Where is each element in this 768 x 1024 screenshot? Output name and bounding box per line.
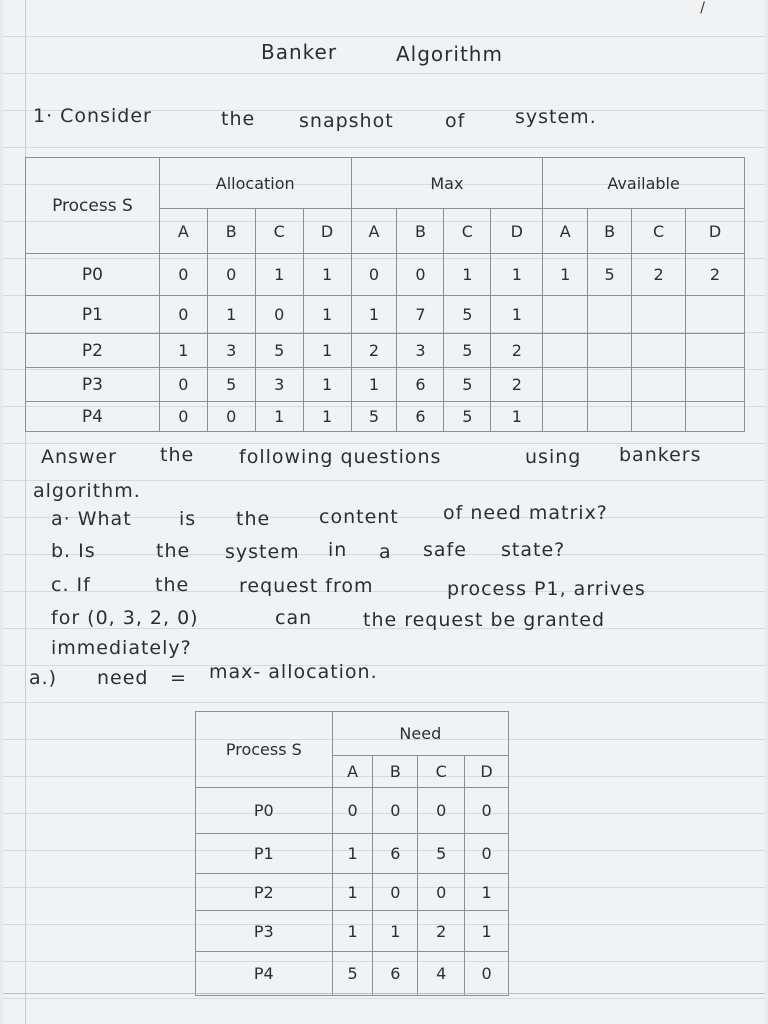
available-cell <box>588 334 632 368</box>
answer-following-questions: following questions <box>239 446 442 468</box>
answer-algorithm: algorithm. <box>33 480 141 502</box>
table-row <box>196 874 509 911</box>
title-word-2: Algorithm <box>396 42 503 66</box>
max-cell: 1 <box>351 296 397 334</box>
alloc-col-b: B <box>207 209 255 254</box>
max-cell: 1 <box>351 368 397 402</box>
allocation-cell: 0 <box>159 402 207 432</box>
max-cell: 5 <box>444 402 491 432</box>
allocation-cell: 5 <box>255 334 303 368</box>
process-label: P3 <box>26 368 160 402</box>
need-table <box>195 711 509 996</box>
allocation-cell: 1 <box>255 254 303 296</box>
table-row <box>26 402 745 432</box>
table-row <box>196 834 509 874</box>
need-cell: 0 <box>418 874 465 911</box>
max-cell: 1 <box>491 254 543 296</box>
allocation-cell: 1 <box>207 296 255 334</box>
available-cell: 5 <box>588 254 632 296</box>
need-cell: 5 <box>332 952 373 996</box>
available-cell <box>543 334 588 368</box>
allocation-cell: 1 <box>159 334 207 368</box>
max-cell: 0 <box>397 254 444 296</box>
allocation-cell: 0 <box>255 296 303 334</box>
answer-a-formula: max- allocation. <box>209 661 378 683</box>
max-cell: 2 <box>491 368 543 402</box>
max-cell: 6 <box>397 402 444 432</box>
page-margin-line <box>25 0 26 1024</box>
available-cell <box>588 296 632 334</box>
need-process-header: Process S <box>196 712 333 788</box>
available-cell <box>686 368 745 402</box>
max-cell: 5 <box>444 334 491 368</box>
qc-label: c. If <box>51 574 91 596</box>
allocation-cell: 0 <box>159 254 207 296</box>
need-cell: 0 <box>373 788 418 834</box>
qc-request-from: request from <box>239 575 374 597</box>
max-col-b: B <box>397 209 444 254</box>
q1-word-system: system. <box>515 106 597 128</box>
available-cell <box>543 368 588 402</box>
allocation-cell: 1 <box>255 402 303 432</box>
qa-label: a· What <box>51 508 132 530</box>
max-cell: 5 <box>351 402 397 432</box>
alloc-col-a: A <box>159 209 207 254</box>
max-cell: 3 <box>397 334 444 368</box>
process-label: P1 <box>196 834 333 874</box>
max-cell: 5 <box>444 368 491 402</box>
qb-in: in <box>328 539 348 561</box>
need-cell: 1 <box>465 911 509 952</box>
process-label: P2 <box>196 874 333 911</box>
allocation-cell: 0 <box>159 368 207 402</box>
need-col-a: A <box>332 756 373 788</box>
qc-for-vector: for (0, 3, 2, 0) <box>51 607 199 629</box>
q1-number: 1· Consider <box>33 105 152 127</box>
need-header: Need <box>332 712 508 756</box>
corner-mark: / <box>700 0 705 16</box>
need-cell: 0 <box>465 952 509 996</box>
max-col-a: A <box>351 209 397 254</box>
qa-content: content <box>319 506 399 528</box>
available-cell: 1 <box>543 254 588 296</box>
qb-state: state? <box>501 539 566 561</box>
available-cell: 2 <box>632 254 686 296</box>
qc-request-granted: the request be granted <box>363 609 606 631</box>
answer-a-need: need <box>97 667 149 689</box>
page-bottom-rule <box>3 993 765 994</box>
max-cell: 0 <box>351 254 397 296</box>
table-row <box>26 296 745 334</box>
allocation-cell: 1 <box>303 296 351 334</box>
need-cell: 6 <box>373 834 418 874</box>
allocation-cell: 5 <box>207 368 255 402</box>
table-row <box>26 334 745 368</box>
max-col-c: C <box>444 209 491 254</box>
snapshot-table <box>25 157 745 432</box>
need-cell: 5 <box>418 834 465 874</box>
notebook-page <box>3 0 765 1024</box>
available-cell <box>543 402 588 432</box>
available-header: Available <box>543 158 745 209</box>
qc-immediately: immediately? <box>51 637 192 659</box>
answer-word: Answer <box>41 446 117 468</box>
table-row <box>196 911 509 952</box>
available-cell <box>686 296 745 334</box>
qb-safe: safe <box>423 539 467 561</box>
available-cell <box>543 296 588 334</box>
q1-word-of: of <box>445 110 466 132</box>
qb-system: system <box>225 541 300 563</box>
need-cell: 1 <box>332 834 373 874</box>
available-cell <box>632 296 686 334</box>
available-cell <box>632 402 686 432</box>
available-cell <box>632 368 686 402</box>
max-cell: 2 <box>491 334 543 368</box>
max-cell: 5 <box>444 296 491 334</box>
need-cell: 0 <box>465 834 509 874</box>
max-col-d: D <box>491 209 543 254</box>
need-cell: 0 <box>332 788 373 834</box>
max-header: Max <box>351 158 543 209</box>
q1-word-the: the <box>221 108 256 130</box>
need-col-b: B <box>373 756 418 788</box>
allocation-cell: 1 <box>303 402 351 432</box>
allocation-cell: 3 <box>255 368 303 402</box>
snapshot-process-header: Process S <box>26 158 160 254</box>
need-cell: 6 <box>373 952 418 996</box>
allocation-cell: 0 <box>207 254 255 296</box>
allocation-cell: 3 <box>207 334 255 368</box>
avail-col-a: A <box>543 209 588 254</box>
allocation-cell: 1 <box>303 334 351 368</box>
need-col-c: C <box>418 756 465 788</box>
answer-bankers: bankers <box>619 444 702 466</box>
need-cell: 1 <box>332 874 373 911</box>
max-cell: 1 <box>491 402 543 432</box>
max-cell: 6 <box>397 368 444 402</box>
max-cell: 2 <box>351 334 397 368</box>
allocation-cell: 1 <box>303 368 351 402</box>
need-cell: 2 <box>418 911 465 952</box>
process-label: P1 <box>26 296 160 334</box>
process-label: P0 <box>26 254 160 296</box>
process-label: P4 <box>196 952 333 996</box>
answer-using: using <box>525 446 582 468</box>
title-word-1: Banker <box>261 40 338 64</box>
need-col-d: D <box>465 756 509 788</box>
qc-the: the <box>155 574 190 596</box>
qc-can: can <box>275 607 313 629</box>
qb-label: b. Is <box>51 540 96 562</box>
available-cell <box>686 402 745 432</box>
need-cell: 0 <box>418 788 465 834</box>
max-cell: 1 <box>491 296 543 334</box>
process-label: P4 <box>26 402 160 432</box>
avail-col-d: D <box>686 209 745 254</box>
need-cell: 1 <box>373 911 418 952</box>
available-cell <box>686 334 745 368</box>
qa-need-matrix: of need matrix? <box>443 502 608 524</box>
qb-a: a <box>379 541 392 563</box>
qb-the: the <box>156 540 191 562</box>
allocation-cell: 1 <box>303 254 351 296</box>
alloc-col-c: C <box>255 209 303 254</box>
allocation-header: Allocation <box>159 158 351 209</box>
table-row <box>196 788 509 834</box>
available-cell <box>588 368 632 402</box>
table-row <box>26 368 745 402</box>
allocation-cell: 0 <box>159 296 207 334</box>
answer-a-equals: = <box>170 667 187 689</box>
need-cell: 4 <box>418 952 465 996</box>
need-cell: 0 <box>465 788 509 834</box>
table-row <box>26 254 745 296</box>
alloc-col-d: D <box>303 209 351 254</box>
answer-the: the <box>160 444 195 466</box>
process-label: P2 <box>26 334 160 368</box>
qc-process-arrives: process P1, arrives <box>447 578 646 600</box>
available-cell <box>588 402 632 432</box>
available-cell <box>632 334 686 368</box>
max-cell: 1 <box>444 254 491 296</box>
max-cell: 7 <box>397 296 444 334</box>
process-label: P0 <box>196 788 333 834</box>
answer-a-label: a.) <box>29 667 58 689</box>
process-label: P3 <box>196 911 333 952</box>
need-cell: 1 <box>332 911 373 952</box>
avail-col-b: B <box>588 209 632 254</box>
need-cell: 1 <box>465 874 509 911</box>
allocation-cell: 0 <box>207 402 255 432</box>
available-cell: 2 <box>686 254 745 296</box>
table-row <box>196 952 509 996</box>
avail-col-c: C <box>632 209 686 254</box>
qa-the: the <box>236 508 271 530</box>
q1-word-snapshot: snapshot <box>299 110 394 132</box>
need-cell: 0 <box>373 874 418 911</box>
qa-is: is <box>179 508 197 530</box>
